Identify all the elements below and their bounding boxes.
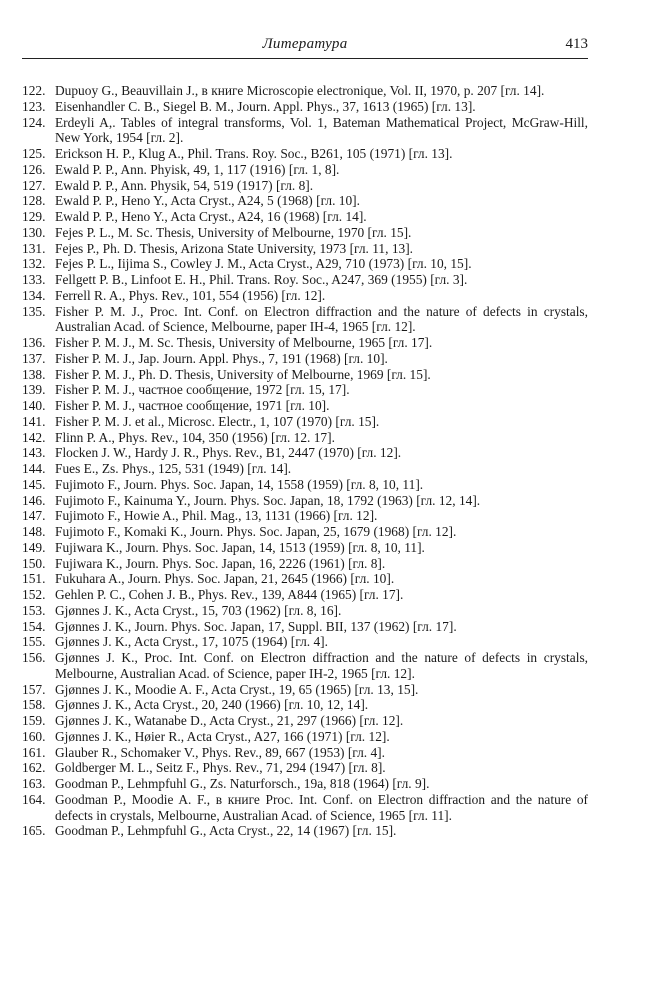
- reference-text: Fisher P. M. J., Jap. Journ. Appl. Phys., 7, 191 (1968) [гл. 10].: [55, 350, 388, 366]
- reference-number: 124.: [22, 114, 46, 130]
- reference-number: 159.: [22, 713, 46, 728]
- reference-item: [22, 571, 588, 587]
- reference-text: Fujiwara K., Journ. Phys. Soc. Japan, 14, 1513 (1959) [гл. 8, 10, 11].: [55, 539, 425, 555]
- reference-item: [22, 193, 588, 209]
- reference-item: [22, 241, 588, 257]
- reference-item: [22, 414, 588, 430]
- reference-item: [22, 209, 588, 225]
- reference-text: Flocken J. W., Hardy J. R., Phys. Rev., B1, 2447 (1970) [гл. 12].: [55, 445, 402, 461]
- reference-text: Fejes P. L., M. Sc. Thesis, University of Melbourne, 1970 [гл. 15].: [55, 224, 412, 240]
- reference-number: 156.: [22, 650, 46, 665]
- reference-text: Fisher P. M. J. et al., Microsc. Electr., 1, 107 (1970) [гл. 15].: [55, 413, 380, 429]
- reference-item: [22, 729, 588, 745]
- reference-item: [22, 146, 588, 162]
- reference-item: [22, 99, 588, 115]
- reference-item: [22, 682, 588, 698]
- reference-number: 158.: [22, 697, 46, 713]
- reference-text: Fisher P. M. J., Proc. Int. Conf. on Electron diffraction and the nature of defects in crystals, Australian Acad. of Science, Melbourne, paper IH-4, 1965 [гл. 12].: [55, 303, 588, 335]
- reference-number: 141.: [22, 413, 46, 429]
- reference-text: Gjønnes J. K., Journ. Phys. Soc. Japan, 17, Suppl. BII, 137 (1962) [гл. 17].: [55, 618, 457, 634]
- reference-number: 152.: [22, 587, 46, 602]
- reference-number: 138.: [22, 366, 46, 382]
- reference-text: Erdeyli A,. Tables of integral transforms, Vol. 1, Bateman Mathematical Project, McGraw-Hill, New York, 1954 [гл. 2].: [55, 114, 588, 146]
- reference-text: Gjønnes J. K., Watanabe D., Acta Cryst., 21, 297 (1966) [гл. 12].: [55, 713, 404, 728]
- reference-number: 132.: [22, 256, 46, 272]
- reference-text: Fujimoto F., Howie A., Phil. Mag., 13, 1131 (1966) [гл. 12].: [55, 508, 378, 524]
- reference-number: 122.: [22, 83, 46, 98]
- reference-text: Glauber R., Schomaker V., Phys. Rev., 89, 667 (1953) [гл. 4].: [55, 744, 385, 760]
- reference-item: [22, 493, 588, 509]
- reference-text: Fisher P. M. J., частное сообщение, 1972 [гл. 15, 17].: [55, 382, 350, 398]
- reference-number: 147.: [22, 508, 46, 524]
- reference-text: Ferrell R. A., Phys. Rev., 101, 554 (1956) [гл. 12].: [55, 287, 326, 303]
- reference-item: [22, 823, 588, 839]
- reference-number: 128.: [22, 193, 46, 209]
- reference-text: Flinn P. A., Phys. Rev., 104, 350 (1956) [гл. 12. 17].: [55, 429, 335, 445]
- reference-item: [22, 587, 588, 603]
- reference-item: [22, 272, 588, 288]
- reference-text: Fujimoto F., Komaki K., Journ. Phys. Soc. Japan, 25, 1679 (1968) [гл. 12].: [55, 524, 457, 539]
- reference-item: [22, 540, 588, 556]
- reference-item: [22, 461, 588, 477]
- reference-number: 131.: [22, 240, 46, 256]
- reference-item: [22, 760, 588, 776]
- reference-text: Fellgett P. B., Linfoot E. H., Phil. Trans. Roy. Soc., A247, 369 (1955) [гл. 3].: [55, 272, 468, 287]
- reference-text: Gehlen P. C., Cohen J. B., Phys. Rev., 139, A844 (1965) [гл. 17].: [55, 587, 404, 602]
- reference-item: [22, 745, 588, 761]
- reference-number: 165.: [22, 823, 46, 839]
- reference-list: [22, 83, 588, 839]
- reference-item: [22, 713, 588, 729]
- reference-number: 144.: [22, 461, 46, 476]
- reference-number: 164.: [22, 791, 46, 807]
- reference-number: 151.: [22, 571, 46, 587]
- reference-number: 137.: [22, 350, 46, 366]
- reference-number: 127.: [22, 177, 46, 193]
- reference-number: 140.: [22, 398, 46, 413]
- reference-item: [22, 445, 588, 461]
- reference-number: 163.: [22, 776, 46, 791]
- reference-item: [22, 776, 588, 792]
- reference-text: Dupuoy G., Beauvillain J., в книге Microscopie electronique, Vol. II, 1970, p. 207 [гл. 14].: [55, 83, 545, 98]
- reference-item: [22, 792, 588, 824]
- reference-number: 123.: [22, 98, 46, 114]
- reference-text: Ewald P. P., Ann. Phyisk, 49, 1, 117 (1916) [гл. 1, 8].: [55, 161, 340, 177]
- reference-number: 133.: [22, 272, 46, 287]
- reference-item: [22, 304, 588, 336]
- reference-text: Ewald P. P., Ann. Physik, 54, 519 (1917) [гл. 8].: [55, 177, 314, 193]
- reference-number: 148.: [22, 524, 46, 539]
- reference-text: Goodman P., Lehmpfuhl G., Acta Cryst., 22, 14 (1967) [гл. 15].: [55, 823, 397, 839]
- reference-text: Eisenhandler C. B., Siegel B. M., Journ. Appl. Phys., 37, 1613 (1965) [гл. 13].: [55, 98, 476, 114]
- reference-item: [22, 288, 588, 304]
- reference-number: 161.: [22, 744, 46, 760]
- reference-item: [22, 430, 588, 446]
- reference-text: Goodman P., Moodie A. F., в книге Proc. Int. Conf. on Electron diffraction and the nature of defects in crystals, Melbourne, Australian Acad. of Science, 1965 [гл. 11].: [55, 791, 588, 823]
- reference-number: 160.: [22, 728, 46, 744]
- reference-number: 155.: [22, 634, 46, 650]
- reference-text: Goldberger M. L., Seitz F., Phys. Rev., 71, 294 (1947) [гл. 8].: [55, 760, 386, 776]
- reference-text: Gjønnes J. K., Proc. Int. Conf. on Electron diffraction and the nature of defects in crystals, Melbourne, Australian Acad. of Science, paper IH-2, 1965 [гл. 12].: [55, 650, 588, 681]
- reference-text: Gjønnes J. K., Acta Cryst., 15, 703 (1962) [гл. 8, 16].: [55, 602, 342, 618]
- reference-number: 146.: [22, 492, 46, 508]
- reference-item: [22, 83, 588, 99]
- reference-text: Fejes P., Ph. D. Thesis, Arizona State University, 1973 [гл. 11, 13].: [55, 240, 414, 256]
- reference-text: Ewald P. P., Heno Y., Acta Cryst., A24, 5 (1968) [гл. 10].: [55, 193, 360, 209]
- running-title: Литература: [262, 36, 348, 52]
- reference-number: 139.: [22, 382, 46, 398]
- reference-number: 130.: [22, 224, 46, 240]
- reference-text: Gjønnes J. K., Acta Cryst., 17, 1075 (1964) [гл. 4].: [55, 634, 328, 650]
- reference-text: Gjønnes J. K., Høier R., Acta Cryst., A27, 166 (1971) [гл. 12].: [55, 728, 390, 744]
- reference-text: Goodman P., Lehmpfuhl G., Zs. Naturforsch., 19a, 818 (1964) [гл. 9].: [55, 776, 430, 791]
- reference-item: [22, 162, 588, 178]
- reference-number: 150.: [22, 555, 46, 571]
- reference-text: Fues E., Zs. Phys., 125, 531 (1949) [гл. 14].: [55, 461, 292, 476]
- reference-text: Fujimoto F., Journ. Phys. Soc. Japan, 14, 1558 (1959) [гл. 8, 10, 11].: [55, 476, 424, 492]
- reference-text: Fisher P. M. J., частное сообщение, 1971 [гл. 10].: [55, 398, 330, 413]
- reference-item: [22, 477, 588, 493]
- reference-item: [22, 178, 588, 194]
- reference-item: [22, 367, 588, 383]
- reference-item: [22, 382, 588, 398]
- reference-item: [22, 556, 588, 572]
- reference-text: Fisher P. M. J., M. Sc. Thesis, University of Melbourne, 1965 [гл. 17].: [55, 335, 433, 350]
- page-number: 413: [565, 36, 588, 52]
- reference-number: 157.: [22, 681, 46, 697]
- reference-number: 136.: [22, 335, 46, 350]
- reference-item: [22, 398, 588, 414]
- reference-item: [22, 351, 588, 367]
- reference-number: 162.: [22, 760, 46, 776]
- reference-text: Ewald P. P., Heno Y., Acta Cryst., A24, 16 (1968) [гл. 14].: [55, 209, 367, 224]
- reference-item: [22, 603, 588, 619]
- reference-number: 143.: [22, 445, 46, 461]
- reference-item: [22, 697, 588, 713]
- reference-text: Gjønnes J. K., Acta Cryst., 20, 240 (1966) [гл. 10, 12, 14].: [55, 697, 369, 713]
- reference-number: 149.: [22, 539, 46, 555]
- reference-number: 154.: [22, 618, 46, 634]
- reference-text: Gjønnes J. K., Moodie A. F., Acta Cryst., 19, 65 (1965) [гл. 13, 15].: [55, 681, 419, 697]
- reference-text: Fujimoto F., Kainuma Y., Journ. Phys. Soc. Japan, 18, 1792 (1963) [гл. 12, 14].: [55, 492, 481, 508]
- reference-text: Fukuhara A., Journ. Phys. Soc. Japan, 21, 2645 (1966) [гл. 10].: [55, 571, 395, 587]
- reference-item: [22, 335, 588, 351]
- reference-item: [22, 634, 588, 650]
- reference-item: [22, 619, 588, 635]
- reference-number: 125.: [22, 146, 46, 161]
- reference-item: [22, 225, 588, 241]
- reference-item: [22, 524, 588, 540]
- reference-item: [22, 650, 588, 682]
- reference-item: [22, 256, 588, 272]
- reference-number: 153.: [22, 602, 46, 618]
- reference-text: Erickson H. P., Klug A., Phil. Trans. Roy. Soc., B261, 105 (1971) [гл. 13].: [55, 146, 453, 161]
- reference-number: 142.: [22, 429, 46, 445]
- reference-number: 145.: [22, 476, 46, 492]
- reference-number: 135.: [22, 303, 46, 319]
- reference-number: 129.: [22, 209, 46, 224]
- reference-item: [22, 508, 588, 524]
- reference-text: Fujiwara K., Journ. Phys. Soc. Japan, 16, 2226 (1961) [гл. 8].: [55, 555, 386, 571]
- reference-number: 126.: [22, 161, 46, 177]
- reference-text: Fisher P. M. J., Ph. D. Thesis, University of Melbourne, 1969 [гл. 15].: [55, 366, 431, 382]
- page-header: [22, 36, 588, 60]
- reference-item: [22, 115, 588, 147]
- reference-text: Fejes P. L., Iijima S., Cowley J. M., Acta Cryst., A29, 710 (1973) [гл. 10, 15].: [55, 256, 472, 272]
- header-rule: [22, 58, 588, 59]
- reference-number: 134.: [22, 287, 46, 303]
